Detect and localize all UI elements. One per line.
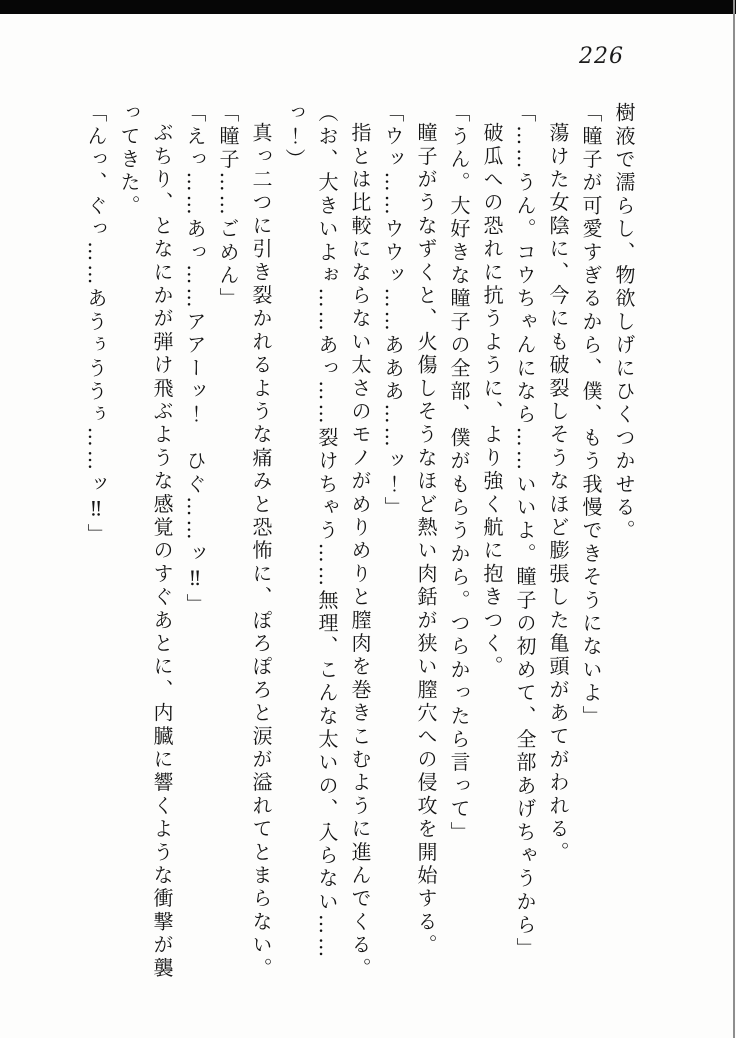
page-number: 226	[579, 44, 624, 69]
scan-edge-top	[0, 0, 736, 14]
paragraph: 破瓜への恐れに抗うように、より強く航に抱きつく。	[480, 122, 504, 679]
paragraph: 「うん。大好きな瞳子の全部、僕がもらうから。つらかったら言って」	[447, 102, 471, 845]
paragraph: ぶちり、となにかが弾け飛ぶような感覚のすぐあとに、内臓に響くような衝撃が襲ってきた。	[117, 102, 174, 981]
page-edge-line	[733, 0, 735, 1038]
paragraph: 蕩けた女陰に、今にも破裂しそうなほど膨張した亀頭があてがわれる。	[546, 122, 570, 865]
paragraph: （お、大きいよぉ……あっ……裂けちゃう……無理、こんな太いの、入らない……っ！）	[282, 102, 339, 961]
paragraph: 「えっ……あっ……アアーッ！ ひぐ……ッ‼」	[183, 102, 207, 617]
paragraph: 「瞳子……ごめん」	[216, 102, 240, 311]
paragraph: 「瞳子が可愛すぎるから、僕、もう我慢できそうにないよ」	[579, 102, 603, 729]
vertical-text-block	[79, 102, 640, 994]
paragraph: 「んっ、ぐっ……あうぅううぅ……ッ‼」	[84, 102, 108, 547]
paragraph: 真っ二つに引き裂かれるような痛みと恐怖に、ぽろぽろと涙が溢れてとまらない。	[249, 122, 273, 981]
paragraph: 「ウッ……ウウッ……あああ……ッ！」	[381, 102, 405, 520]
paragraph: 瞳子がうなずくと、火傷しそうなほど熱い肉銛が狭い膣穴への侵攻を開始する。	[414, 122, 438, 958]
paragraph: 樹液で濡らし、物欲しげにひくつかせる。	[612, 102, 636, 543]
paragraph: 「……うん。コウちゃんになら……いいよ。瞳子の初めて、全部あげちゃうから」	[513, 102, 537, 961]
paragraph: 指とは比較にならない太さのモノがめりめりと膣肉を巻きこむように進んでくる。	[348, 122, 372, 981]
